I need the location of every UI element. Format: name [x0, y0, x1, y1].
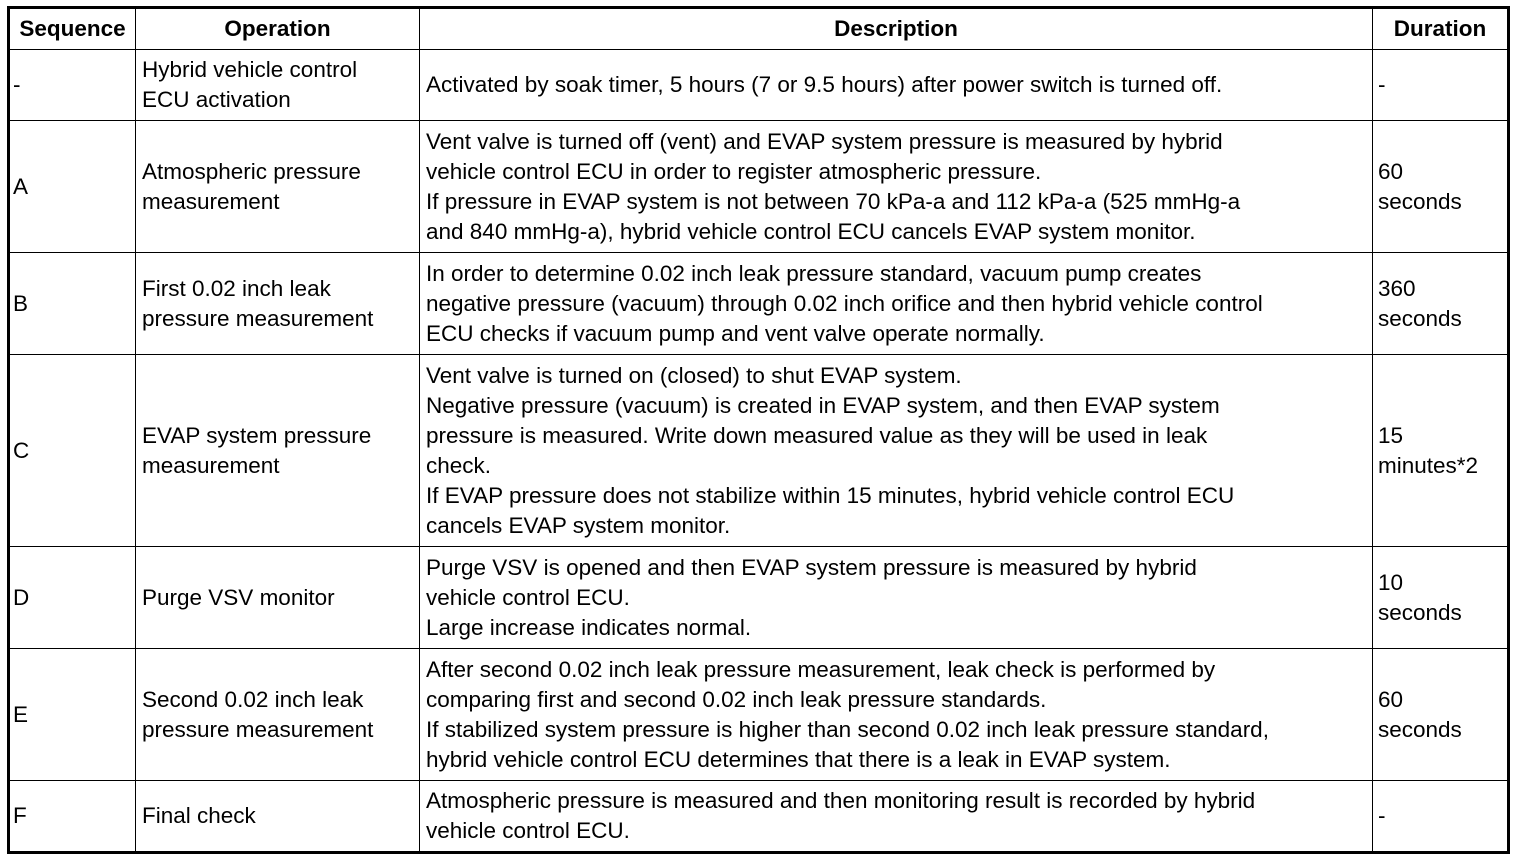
- cell-operation-line: measurement: [142, 452, 280, 478]
- cell-description-line: cancels EVAP system monitor.: [426, 512, 731, 538]
- cell-duration: [1373, 253, 1509, 355]
- cell-duration-line: seconds: [1378, 305, 1462, 331]
- table-row: [9, 649, 1509, 781]
- cell-sequence: F: [9, 781, 136, 853]
- cell-description: [420, 781, 1373, 853]
- table-row: [9, 50, 1509, 121]
- cell-description-line: vehicle control ECU.: [426, 584, 630, 610]
- cell-duration-line: 360: [1378, 275, 1416, 301]
- cell-sequence: D: [9, 547, 136, 649]
- cell-operation-line: Final check: [142, 803, 256, 828]
- header-description: Description: [420, 8, 1373, 50]
- cell-operation: [136, 781, 420, 853]
- cell-duration: [1373, 50, 1509, 121]
- header-operation: Operation: [136, 8, 420, 50]
- cell-duration-line: 60: [1378, 158, 1404, 184]
- cell-operation: [136, 253, 420, 355]
- cell-operation-line: Hybrid vehicle control: [142, 57, 358, 82]
- cell-duration-line: seconds: [1378, 188, 1462, 214]
- cell-sequence: A: [9, 121, 136, 253]
- cell-description-line: Activated by soak timer, 5 hours (7 or 9.5 hours) after power switch is turned off.: [426, 72, 1223, 97]
- cell-description-line: hybrid vehicle control ECU determines that there is a leak in EVAP system.: [426, 746, 1171, 772]
- cell-operation: [136, 50, 420, 121]
- cell-operation-line: Atmospheric pressure: [142, 158, 361, 184]
- cell-description: [420, 50, 1373, 121]
- cell-operation-line: measurement: [142, 188, 280, 214]
- cell-duration-line: 60: [1378, 686, 1404, 712]
- cell-description-line: If pressure in EVAP system is not between 70 kPa-a and 112 kPa-a (525 mmHg-a: [426, 188, 1241, 214]
- cell-description-line: Negative pressure (vacuum) is created in EVAP system, and then EVAP system: [426, 392, 1220, 418]
- cell-description: [420, 355, 1373, 547]
- table-header-row: [9, 8, 1509, 50]
- cell-duration-line: -: [1378, 72, 1386, 97]
- cell-description-line: Purge VSV is opened and then EVAP system pressure is measured by hybrid: [426, 554, 1197, 580]
- cell-description-line: After second 0.02 inch leak pressure measurement, leak check is performed by: [426, 656, 1216, 682]
- cell-description: [420, 253, 1373, 355]
- cell-duration: [1373, 355, 1509, 547]
- cell-description-line: If stabilized system pressure is higher than second 0.02 inch leak pressure standard,: [426, 716, 1269, 742]
- cell-sequence: B: [9, 253, 136, 355]
- cell-operation-line: pressure measurement: [142, 716, 374, 742]
- cell-sequence: C: [9, 355, 136, 547]
- cell-description-line: vehicle control ECU.: [426, 818, 630, 843]
- cell-duration: [1373, 649, 1509, 781]
- cell-description-line: Large increase indicates normal.: [426, 614, 752, 640]
- table-row: [9, 253, 1509, 355]
- cell-duration-line: 15: [1378, 422, 1404, 448]
- cell-operation-line: Purge VSV monitor: [142, 584, 335, 610]
- cell-operation-line: ECU activation: [142, 87, 291, 112]
- cell-duration-line: 10: [1378, 569, 1404, 595]
- table-row: [9, 781, 1509, 853]
- cell-duration-line: minutes*2: [1378, 452, 1479, 478]
- header-duration: Duration: [1373, 8, 1509, 50]
- cell-sequence: -: [9, 50, 136, 121]
- cell-description-line: Vent valve is turned on (closed) to shut EVAP system.: [426, 362, 962, 388]
- cell-operation-line: Second 0.02 inch leak: [142, 686, 364, 712]
- cell-description-line: comparing first and second 0.02 inch leak pressure standards.: [426, 686, 1047, 712]
- cell-description: [420, 547, 1373, 649]
- cell-description-line: Vent valve is turned off (vent) and EVAP system pressure is measured by hybrid: [426, 128, 1223, 154]
- cell-operation: [136, 355, 420, 547]
- cell-description-line: Atmospheric pressure is measured and then monitoring result is recorded by hybrid: [426, 788, 1256, 813]
- cell-description-line: pressure is measured. Write down measured value as they will be used in leak: [426, 422, 1208, 448]
- cell-duration-line: seconds: [1378, 716, 1462, 742]
- table-row: [9, 121, 1509, 253]
- table-row: [9, 355, 1509, 547]
- cell-operation: [136, 649, 420, 781]
- cell-description-line: vehicle control ECU in order to register atmospheric pressure.: [426, 158, 1042, 184]
- header-sequence: Sequence: [9, 8, 136, 50]
- table-row: [9, 547, 1509, 649]
- cell-description-line: If EVAP pressure does not stabilize within 15 minutes, hybrid vehicle control ECU: [426, 482, 1235, 508]
- cell-description-line: In order to determine 0.02 inch leak pressure standard, vacuum pump creates: [426, 260, 1202, 286]
- cell-description: [420, 121, 1373, 253]
- cell-operation-line: First 0.02 inch leak: [142, 275, 331, 301]
- cell-duration-line: seconds: [1378, 599, 1462, 625]
- cell-sequence: E: [9, 649, 136, 781]
- cell-operation: [136, 121, 420, 253]
- cell-duration: [1373, 781, 1509, 853]
- cell-description-line: and 840 mmHg-a), hybrid vehicle control ECU cancels EVAP system monitor.: [426, 218, 1196, 244]
- cell-operation-line: EVAP system pressure: [142, 422, 372, 448]
- cell-duration-line: -: [1378, 803, 1386, 828]
- evap-monitor-table: [7, 6, 1510, 854]
- table-body: [9, 50, 1509, 853]
- cell-description-line: negative pressure (vacuum) through 0.02 inch orifice and then hybrid vehicle control: [426, 290, 1263, 316]
- cell-description: [420, 649, 1373, 781]
- cell-operation-line: pressure measurement: [142, 305, 374, 331]
- cell-duration: [1373, 547, 1509, 649]
- cell-duration: [1373, 121, 1509, 253]
- cell-description-line: ECU checks if vacuum pump and vent valve operate normally.: [426, 320, 1045, 346]
- cell-operation: [136, 547, 420, 649]
- cell-description-line: check.: [426, 452, 492, 478]
